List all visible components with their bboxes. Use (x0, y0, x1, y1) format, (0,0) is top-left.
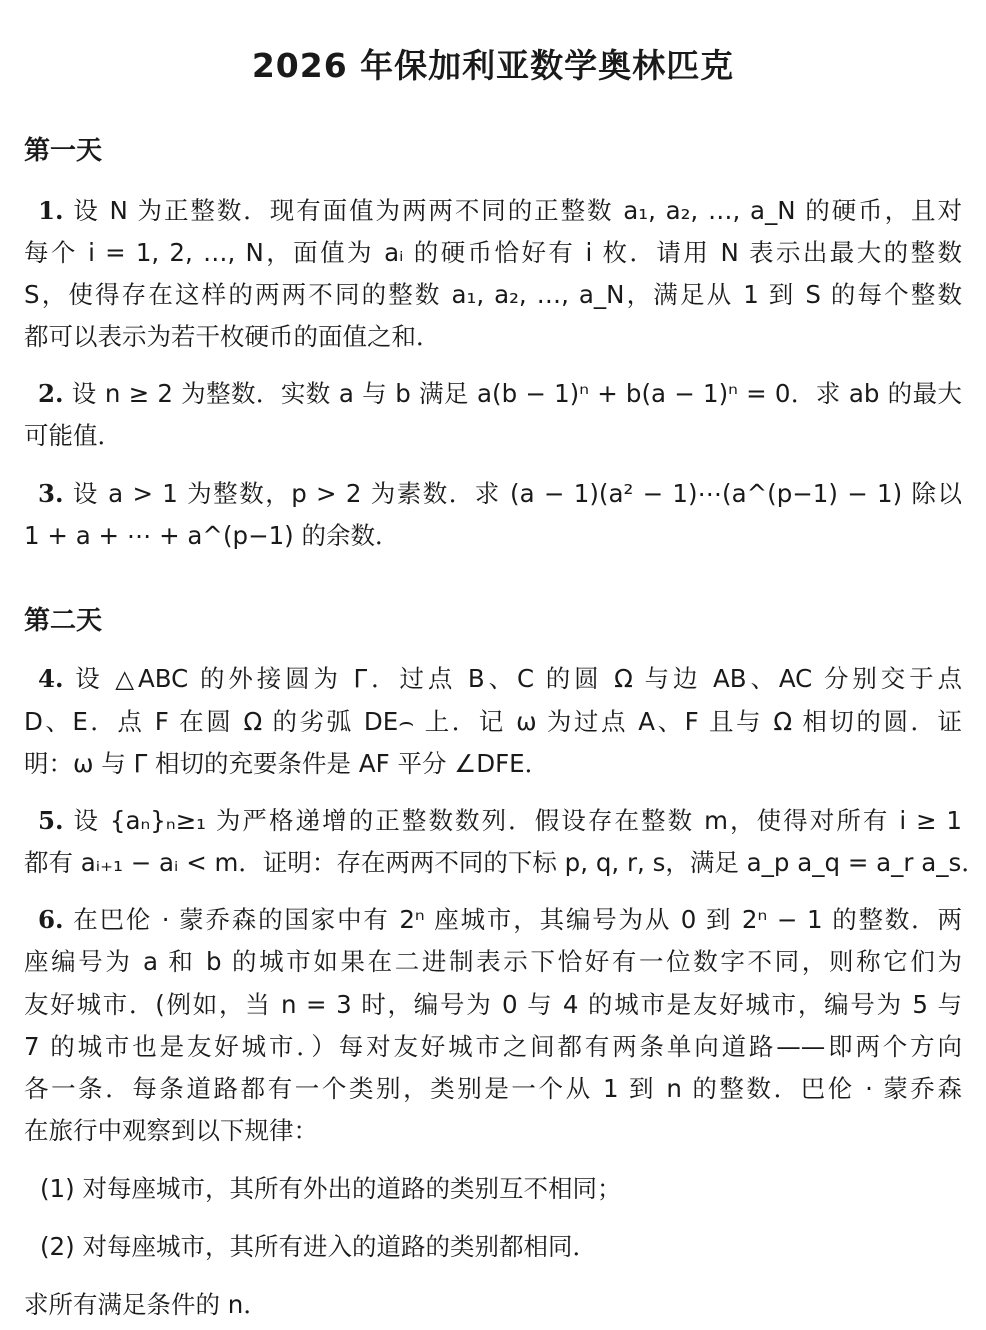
problem-2-line-2: 可能值． (24, 421, 122, 450)
day-two-heading: 第二天 (24, 606, 103, 636)
problem-3-line-2: 1 + a + ⋯ + a^(p−1) 的余数． (24, 521, 400, 550)
problem-number: 6. (38, 905, 64, 934)
problem-1-line-2: 每个 i = 1, 2, …, N，面值为 aᵢ 的硬币恰好有 i 枚．请用 N 表示出最大的整数 (24, 238, 962, 267)
problem-1-line-4: 都可以表示为若干枚硬币的面值之和． (24, 322, 441, 351)
problem-number: 5. (38, 806, 64, 835)
problem-6-line-6: 在旅行中观察到以下规律： (24, 1116, 318, 1145)
problem-number: 2. (38, 379, 64, 408)
problem-6-line-1: 6. 在巴伦 · 蒙乔森的国家中有 2ⁿ 座城市，其编号为从 0 到 2ⁿ − 1 的整数．两 (38, 905, 962, 934)
document-title: 2026 年保加利亚数学奥林匹克 (251, 46, 735, 85)
problem-2-line-1: 2. 设 n ≥ 2 为整数．实数 a 与 b 满足 a(b − 1)ⁿ + b(a − 1)ⁿ = 0．求 ab 的最大 (38, 379, 962, 408)
problem-1-line-3: S，使得存在这样的两两不同的整数 a₁, a₂, …, a_N，满足从 1 到 S 的每个整数 (24, 280, 962, 309)
problem-6-condition-1: (1) 对每座城市，其所有外出的道路的类别互不相同； (40, 1174, 622, 1203)
problem-4-line-1: 4. 设 △ABC 的外接圆为 Γ．过点 B、C 的圆 Ω 与边 AB、AC 分别交于点 (38, 664, 962, 693)
problem-4-line-3: 明：ω 与 Γ 相切的充要条件是 AF 平分 ∠DFE． (24, 749, 550, 778)
problem-6-line-3: 友好城市．(例如，当 n = 3 时，编号为 0 与 4 的城市是友好城市，编号为 5 与 (24, 990, 962, 1019)
problem-3-line-1: 3. 设 a > 1 为整数，p > 2 为素数．求 (a − 1)(a² − 1)⋯(a^(p−1) − 1) 除以 (38, 479, 962, 508)
problem-number: 1. (38, 196, 64, 225)
problem-6-question: 求所有满足条件的 n． (24, 1290, 268, 1319)
day-one-heading: 第一天 (24, 136, 103, 166)
problem-5-line-1: 5. 设 {aₙ}ₙ≥₁ 为严格递增的正整数数列．假设存在整数 m，使得对所有 i ≥ 1 (38, 806, 962, 835)
problem-6-line-5: 各一条．每条道路都有一个类别，类别是一个从 1 到 n 的整数．巴伦 · 蒙乔森 (24, 1074, 962, 1103)
problem-6-line-4: 7 的城市也是友好城市．）每对友好城市之间都有两条单向道路——即两个方向 (24, 1032, 962, 1061)
problem-5-line-2: 都有 aᵢ₊₁ − aᵢ < m．证明：存在两两不同的下标 p, q, r, s，满足 a_p a_q = a_r a_s． (24, 848, 986, 877)
problem-number: 3. (38, 479, 64, 508)
problem-4-line-2: D、E．点 F 在圆 Ω 的劣弧 DE⌢ 上．记 ω 为过点 A、F 且与 Ω 相切的圆．证 (24, 707, 962, 736)
problem-6-line-2: 座编号为 a 和 b 的城市如果在二进制表示下恰好有一位数字不同，则称它们为 (24, 947, 962, 976)
problem-6-condition-2: (2) 对每座城市，其所有进入的道路的类别都相同． (40, 1232, 597, 1261)
problem-number: 4. (38, 664, 64, 693)
problem-1-line-1: 1. 设 N 为正整数．现有面值为两两不同的正整数 a₁, a₂, …, a_N 的硬币，且对 (38, 196, 962, 225)
